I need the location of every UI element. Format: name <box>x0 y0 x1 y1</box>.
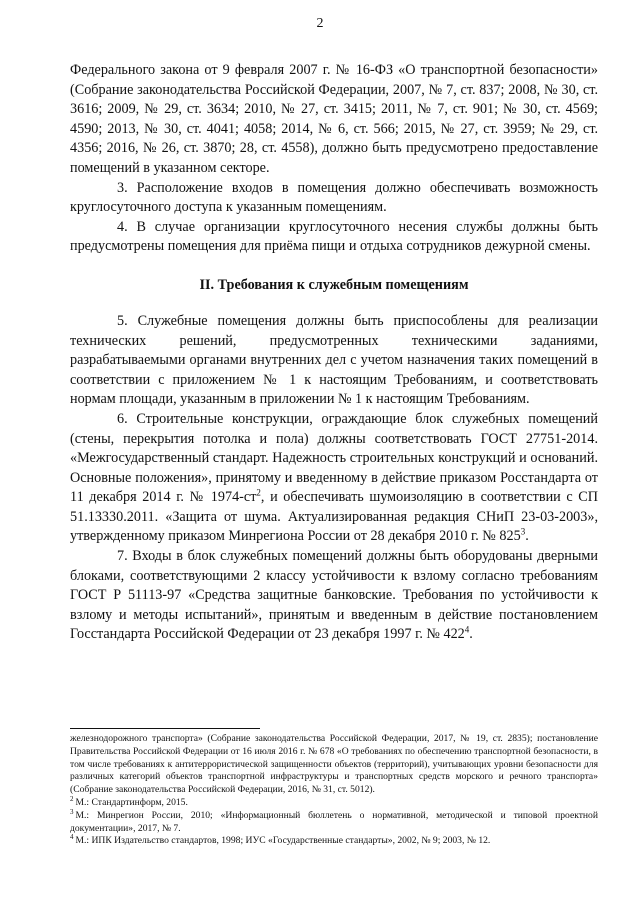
footnote-4 <box>70 835 598 848</box>
footnote-2 <box>70 794 598 810</box>
paragraph-6 <box>70 410 598 547</box>
paragraph-3: 3. Расположение входов в помещения должно обеспечивать возможность круглосуточного доступа к указанным помещениям. <box>70 179 598 216</box>
paragraph-7-end: . <box>469 626 473 643</box>
paragraph-6-text-part3: . <box>525 528 529 545</box>
footnote-text: М.: ИПК Издательство стандартов, 1998; ИУС «Государственные стандарты», 2002, № 9; 2003, № 12. <box>75 835 491 847</box>
footnote-ref-4: 4 <box>464 624 470 635</box>
paragraph-7 <box>70 547 598 645</box>
footnote-continuation: железнодорожного транспорта» (Собрание законодательства Российской Федерации, 2017, № 19, ст. 2835); постановление Правительства Российской Федерации от 16 июля 2016 г. № 678 «О требованиях по обеспечению транспортной безопасности, в том числе требованиях к антитеррористической защищенности объектов (территорий), учитывающих уровни безопасности для различных категорий объектов транспортной инфраструктуры и транспортных средств морского и речного транспорта» (Собрание законодательства Российской Федерации, 2016, № 31, ст. 5012). <box>70 733 598 796</box>
footnote-ref-3: 3 <box>520 526 526 537</box>
section-heading: II. Требования к служебным помещениям <box>199 276 469 293</box>
document-body <box>70 61 598 645</box>
footnote-3 <box>70 807 598 836</box>
footnote-ref-2: 2 <box>256 487 261 498</box>
footnote-number: 4 <box>70 833 74 842</box>
footnote-separator <box>70 728 260 729</box>
paragraph-4: 4. В случае организации круглосуточного несения службы должны быть предусмотрены помещения для приёма пищи и отдыха сотрудников дежурной смены. <box>70 218 598 255</box>
footnote-number: 3 <box>70 807 74 816</box>
footnote-number: 2 <box>70 794 74 803</box>
paragraph-7-text: 7. Входы в блок служебных помещений должны быть оборудованы дверными блоками, соответствующими 2 классу устойчивости к взлому согласно требованиям ГОСТ Р 51113-97 «Средства защитные банковские. Требования по устойчивости к взлому и методы испытаний», принятым и введенным в действие постановлением Госстандарта Российской Федерации от 23 декабря 1997 г. № 422 <box>70 548 598 643</box>
paragraph-6-text-part2: , и обеспечивать шумоизоляцию в соответствии с СП 51.13330.2011. «Защита от шума. Актуализированная редакция СНиП 23-03-2003», утвержденному приказом Минрегиона России от 28 декабря 2010 г. № 825 <box>70 489 598 545</box>
footnote-text: М.: Минрегион России, 2010; «Информационный бюллетень о нормативной, методической и типовой проектной документации», 2017, № 7. <box>70 809 598 834</box>
footnotes <box>70 733 598 848</box>
continuation-paragraph: Федерального закона от 9 февраля 2007 г. № 16-ФЗ «О транспортной безопасности» (Собрание законодательства Российской Федерации, 2007, № 7, ст. 837; 2008, № 30, ст. 3616; 2009, № 29, ст. 3634; 2010, № 27, ст. 3415; 2011, № 7, ст. 901; № 30, ст. 4569; 4590; 2013, № 30, ст. 4041; 4058; 2014, № 6, ст. 566; 2015, № 27, ст. 3959; № 29, ст. 4356; 2016, № 26, ст. 3870; 28, ст. 4558), должно быть предусмотрено предоставление помещений в указанном секторе. <box>70 62 598 176</box>
paragraph-6-text-part1: 6. Строительные конструкции, ограждающие блок служебных помещений (стены, перекрытия потолка и пола) должны соответствовать ГОСТ 27751-2014. «Межгосударственный стандарт. Надежность строительных конструкций и оснований. Основные положения», принятому и введенному в действие приказом Росстандарта от 11 декабря 2014 г. № 1974-ст <box>70 410 598 506</box>
footnote-text: М.: Стандартинформ, 2015. <box>75 796 188 808</box>
page-number: 2 <box>316 16 324 31</box>
paragraph-5: 5. Служебные помещения должны быть приспособлены для реализации технических решений, предусмотренных техническими заданиями, разрабатываемыми органами внутренних дел с учетом назначения таких помещений в соответствии с приложением № 1 к настоящим Требованиям, и соответствовать нормам площади, указанным в приложении № 1 к настоящим Требованиям. <box>70 312 598 408</box>
